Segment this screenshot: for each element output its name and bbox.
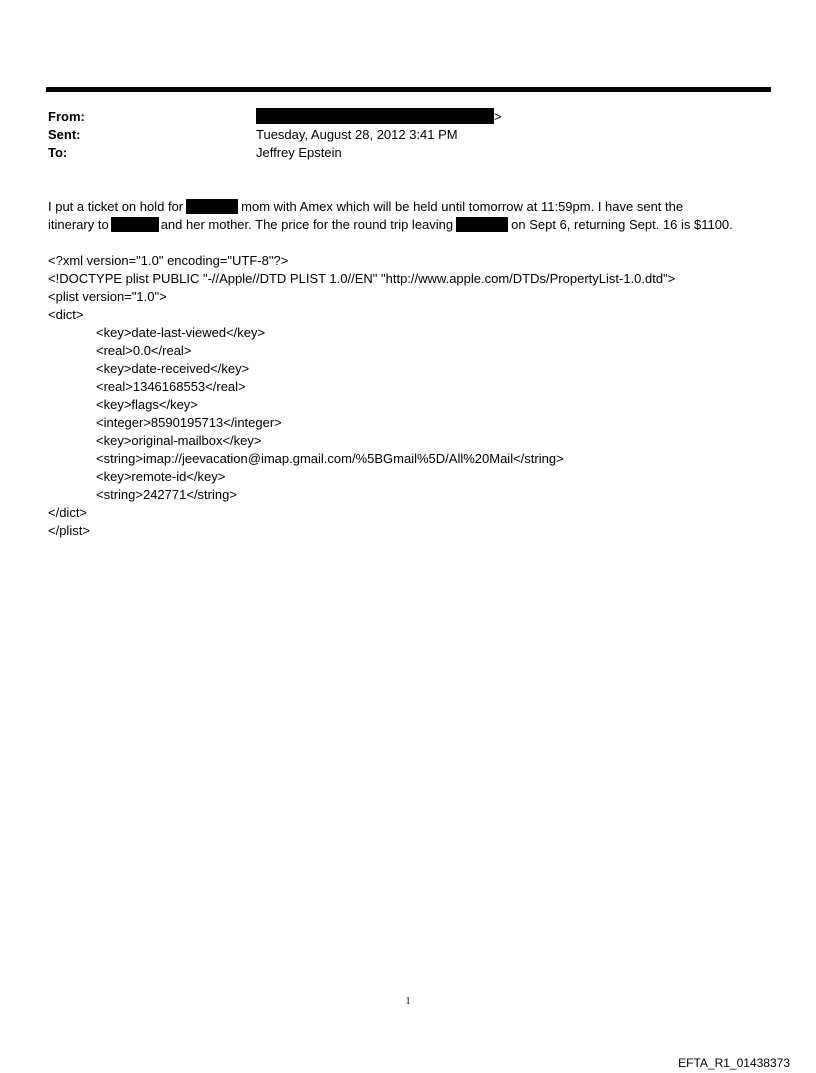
sent-label: Sent: xyxy=(48,127,81,142)
body-text-segment: I put a ticket on hold for xyxy=(48,199,184,214)
xml-line: <plist version="1.0"> xyxy=(48,289,167,304)
xml-line: <string>imap://jeevacation@imap.gmail.com/%5BGmail%5D/All%20Mail</string> xyxy=(96,451,564,466)
redaction-box xyxy=(186,199,238,214)
xml-line: <key>date-last-viewed</key> xyxy=(96,325,266,340)
xml-line: </dict> xyxy=(48,505,88,520)
to-label: To: xyxy=(48,145,68,160)
redaction-box xyxy=(111,217,159,232)
body-text-segment: and her mother. The price for the round trip leaving xyxy=(160,217,454,232)
xml-line: <key>remote-id</key> xyxy=(96,469,226,484)
body-text-segment: on Sept 6, returning Sept. 16 is $1100. xyxy=(511,217,733,232)
body-text-segment: itinerary to xyxy=(48,217,109,232)
message-body xyxy=(48,198,778,234)
sent-value: Tuesday, August 28, 2012 3:41 PM xyxy=(256,127,458,142)
redaction-box xyxy=(256,108,494,124)
body-text-segment: mom with Amex which will be held until tomorrow at 11:59pm. I have sent the xyxy=(241,199,684,214)
body-line-1 xyxy=(48,198,778,216)
body-line-2 xyxy=(48,216,778,234)
page-number: 1 xyxy=(405,996,411,1007)
from-label: From: xyxy=(48,109,85,124)
xml-line: <!DOCTYPE plist PUBLIC "-//Apple//DTD PLIST 1.0//EN" "http://www.apple.com/DTDs/PropertyList-1.0.dtd"> xyxy=(48,271,676,286)
xml-line: <key>date-received</key> xyxy=(96,361,250,376)
xml-line: <integer>8590195713</integer> xyxy=(96,415,282,430)
document-id: EFTA_R1_01438373 xyxy=(678,1056,790,1070)
from-value xyxy=(256,108,502,125)
redaction-box xyxy=(456,217,508,232)
xml-line: <string>242771</string> xyxy=(96,487,237,502)
xml-line: <real>0.0</real> xyxy=(96,343,192,358)
header-rule xyxy=(46,87,771,92)
xml-block xyxy=(48,252,675,540)
xml-line: <dict> xyxy=(48,307,84,322)
to-value: Jeffrey Epstein xyxy=(256,145,342,160)
xml-line: </plist> xyxy=(48,523,90,538)
xml-line: <key>original-mailbox</key> xyxy=(96,433,262,448)
from-value-text: > xyxy=(494,109,502,124)
xml-line: <?xml version="1.0" encoding="UTF-8"?> xyxy=(48,253,289,268)
xml-line: <key>flags</key> xyxy=(96,397,198,412)
xml-line: <real>1346168553</real> xyxy=(96,379,246,394)
